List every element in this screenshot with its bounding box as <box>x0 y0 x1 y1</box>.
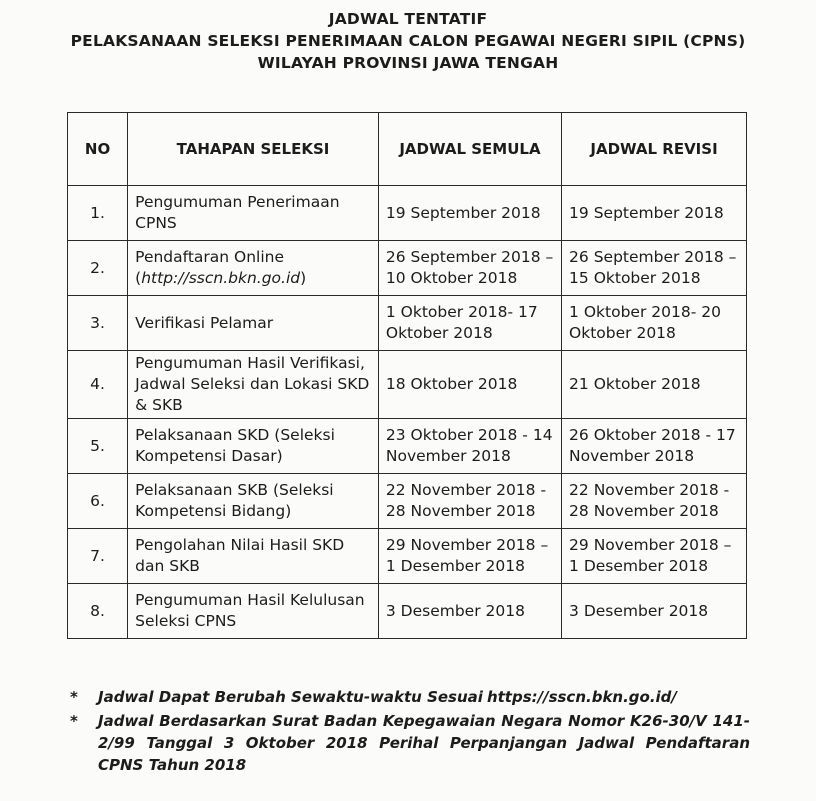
row-original-schedule: 19 September 2018 <box>378 186 561 241</box>
row-revised-schedule: 1 Oktober 2018- 20 Oktober 2018 <box>562 296 747 351</box>
row-original-schedule: 23 Oktober 2018 - 14 November 2018 <box>378 419 561 474</box>
row-revised-schedule: 3 Desember 2018 <box>562 584 747 639</box>
column-header-stage: TAHAPAN SELEKSI <box>128 113 379 186</box>
stage-link[interactable]: http://sscn.bkn.go.id <box>141 269 301 287</box>
row-number: 7. <box>68 529 128 584</box>
row-original-schedule: 1 Oktober 2018- 17 Oktober 2018 <box>378 296 561 351</box>
column-header-revised-schedule: JADWAL REVISI <box>562 113 747 186</box>
row-original-schedule: 22 November 2018 - 28 November 2018 <box>378 474 561 529</box>
row-revised-schedule: 21 Oktober 2018 <box>562 351 747 419</box>
footnote-bullet: * <box>70 712 78 730</box>
row-stage: Pengumuman Penerimaan CPNS <box>128 186 379 241</box>
footnote-text: Jadwal Berdasarkan Surat Badan Kepegawaian Negara Nomor K26-30/V 141-2/99 Tanggal 3 Oktober 2018 Perihal Perpanjangan Jadwal Pendaftaran CPNS Tahun 2018 <box>98 712 750 774</box>
document-region: WILAYAH PROVINSI JAWA TENGAH <box>257 54 559 72</box>
schedule-table <box>67 112 747 639</box>
row-original-schedule: 29 November 2018 – 1 Desember 2018 <box>378 529 561 584</box>
row-number: 2. <box>68 241 128 296</box>
footnote-text: Jadwal Dapat Berubah Sewaktu-waktu Sesuai <box>98 688 483 706</box>
table-row <box>68 186 747 241</box>
table-header-row <box>68 113 747 186</box>
table-row <box>68 529 747 584</box>
row-stage: Pelaksanaan SKB (Seleksi Kompetensi Bidang) <box>128 474 379 529</box>
footnotes <box>70 686 750 778</box>
row-stage: Verifikasi Pelamar <box>128 296 379 351</box>
footnote <box>70 710 750 776</box>
row-number: 5. <box>68 419 128 474</box>
row-revised-schedule: 22 November 2018 - 28 November 2018 <box>562 474 747 529</box>
document-title: JADWAL TENTATIF <box>328 10 488 28</box>
row-revised-schedule: 29 November 2018 – 1 Desember 2018 <box>562 529 747 584</box>
row-number: 8. <box>68 584 128 639</box>
row-original-schedule: 18 Oktober 2018 <box>378 351 561 419</box>
table-row <box>68 241 747 296</box>
column-header-no: NO <box>68 113 128 186</box>
row-revised-schedule: 26 September 2018 – 15 Oktober 2018 <box>562 241 747 296</box>
footnote <box>70 686 750 708</box>
table-row <box>68 419 747 474</box>
row-stage: Pengumuman Hasil Verifikasi, Jadwal Seleksi dan Lokasi SKD & SKB <box>128 351 379 419</box>
row-number: 3. <box>68 296 128 351</box>
row-original-schedule: 3 Desember 2018 <box>378 584 561 639</box>
row-revised-schedule: 26 Oktober 2018 - 17 November 2018 <box>562 419 747 474</box>
row-number: 6. <box>68 474 128 529</box>
row-stage: Pengolahan Nilai Hasil SKD dan SKB <box>128 529 379 584</box>
row-original-schedule: 26 September 2018 – 10 Oktober 2018 <box>378 241 561 296</box>
footnote-bullet: * <box>70 688 78 706</box>
row-number: 1. <box>68 186 128 241</box>
table-row <box>68 351 747 419</box>
row-stage <box>128 241 379 296</box>
stage-text-end: ) <box>300 269 307 287</box>
table-row <box>68 296 747 351</box>
column-header-original-schedule: JADWAL SEMULA <box>378 113 561 186</box>
row-revised-schedule: 19 September 2018 <box>562 186 747 241</box>
document-subtitle: PELAKSANAAN SELEKSI PENERIMAAN CALON PEGAWAI NEGERI SIPIL (CPNS) <box>70 32 746 50</box>
stage-text: Pendaftaran Online ( <box>135 248 285 287</box>
row-number: 4. <box>68 351 128 419</box>
document-header <box>0 8 816 74</box>
row-stage: Pengumuman Hasil Kelulusan Seleksi CPNS <box>128 584 379 639</box>
table-row <box>68 584 747 639</box>
table-row <box>68 474 747 529</box>
row-stage: Pelaksanaan SKD (Seleksi Kompetensi Dasar) <box>128 419 379 474</box>
footnote-link[interactable]: https://sscn.bkn.go.id/ <box>486 688 677 706</box>
